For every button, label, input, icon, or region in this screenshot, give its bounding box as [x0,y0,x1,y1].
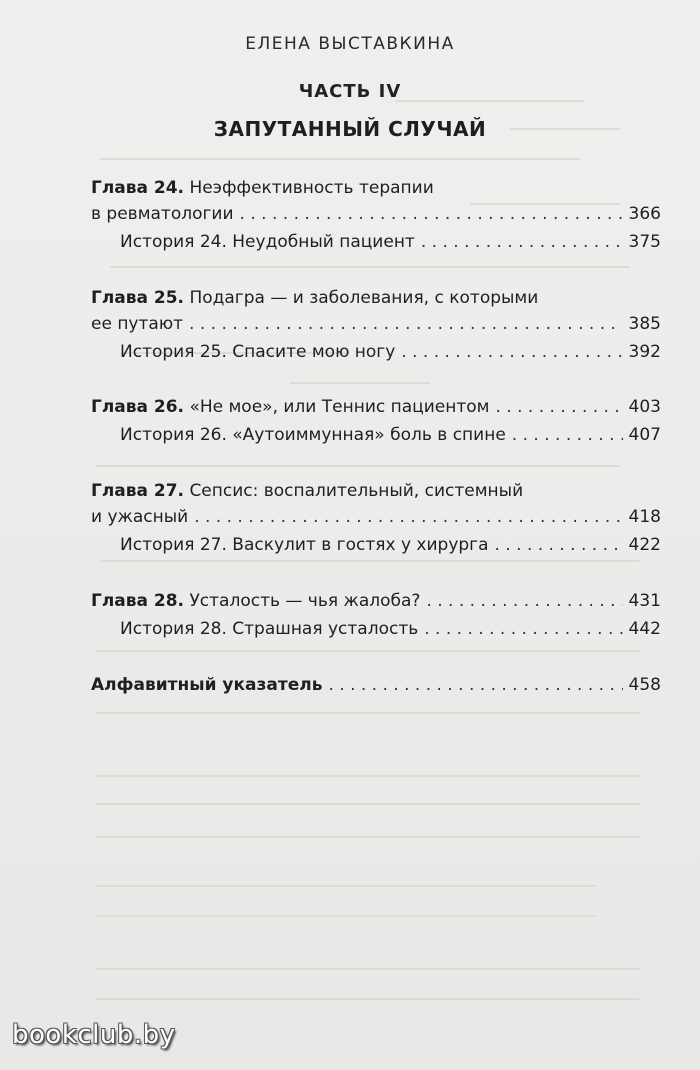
show-through-line [95,650,640,652]
dot-leader [424,619,622,639]
dot-leader [194,507,622,527]
page-number: 366 [628,204,661,224]
page-number: 431 [628,591,661,611]
toc-chapter-24-cont[interactable] [91,204,661,232]
chapter-title: «Не мое», или Теннис пациентом [189,397,490,417]
part-title: ЗАПУТАННЫЙ СЛУЧАЙ [213,117,487,141]
page-number: 375 [628,232,661,252]
part-label: ЧАСТЬ IV [298,81,402,102]
dot-leader [495,397,622,417]
toc-chapter-27[interactable] [91,481,661,509]
show-through-line [95,968,640,970]
toc-story-26[interactable] [120,425,661,453]
toc-story-24[interactable] [120,232,661,260]
chapter-title: Неэффективность терапии [189,178,434,198]
chapter-number: Глава 24. [91,178,185,198]
show-through-line [95,775,640,777]
page-number: 418 [628,507,661,527]
story-title: История 27. Васкулит в гостях у хирурга [120,535,489,555]
toc-story-25[interactable] [120,342,661,370]
story-title: История 28. Страшная усталость [120,619,419,639]
show-through-line [95,998,640,1000]
show-through-line [290,382,430,384]
dot-leader [426,591,622,611]
toc-chapter-28[interactable] [91,591,661,619]
site-watermark: bookclub.by [12,1020,176,1050]
page-number: 407 [628,425,661,445]
chapter-title-cont: в ревматологии [91,204,234,224]
index-title: Алфавитный указатель [91,675,323,695]
chapter-title: Усталость — чья жалоба? [189,591,421,611]
chapter-title: Подагра — и заболевания, с которыми [189,288,539,308]
chapter-number: Глава 26. [91,397,185,417]
page-number: 403 [628,397,661,417]
show-through-line [95,803,640,805]
toc-chapter-24[interactable] [91,178,661,206]
toc-story-27[interactable] [120,535,661,563]
show-through-line [95,915,595,917]
toc-chapter-27-cont[interactable] [91,507,661,535]
chapter-title-cont: ее путают [91,314,184,334]
chapter-number: Глава 27. [91,481,185,501]
dot-leader [512,425,623,445]
chapter-title: Сепсис: воспалительный, системный [189,481,524,501]
dot-leader [328,675,622,695]
chapter-entry [91,591,420,611]
page-number: 385 [628,314,661,334]
chapter-number: Глава 28. [91,591,185,611]
chapter-title-cont: и ужасный [91,507,189,527]
toc-index[interactable] [91,675,661,703]
show-through-line [110,266,630,268]
dot-leader [495,535,623,555]
story-title: История 24. Неудобный пациент [120,232,415,252]
toc-chapter-25-cont[interactable] [91,314,661,342]
chapter-entry [91,397,489,417]
running-head-author: ЕЛЕНА ВЫСТАВКИНА [245,34,455,54]
chapter-number: Глава 25. [91,288,185,308]
dot-leader [240,204,623,224]
dot-leader [401,342,622,362]
show-through-line [95,885,595,887]
dot-leader [421,232,623,252]
toc-chapter-25[interactable] [91,288,661,316]
page-number: 458 [628,675,661,695]
page-number: 442 [628,619,661,639]
toc-chapter-26[interactable] [91,397,661,425]
show-through-line [95,712,640,714]
dot-leader [189,314,623,334]
show-through-line [95,465,620,467]
story-title: История 26. «Аутоиммунная» боль в спине [120,425,506,445]
page-number: 422 [628,535,661,555]
show-through-line [95,836,640,838]
story-title: История 25. Спасите мою ногу [120,342,396,362]
show-through-line [100,158,580,160]
page-number: 392 [628,342,661,362]
toc-story-28[interactable] [120,619,661,647]
